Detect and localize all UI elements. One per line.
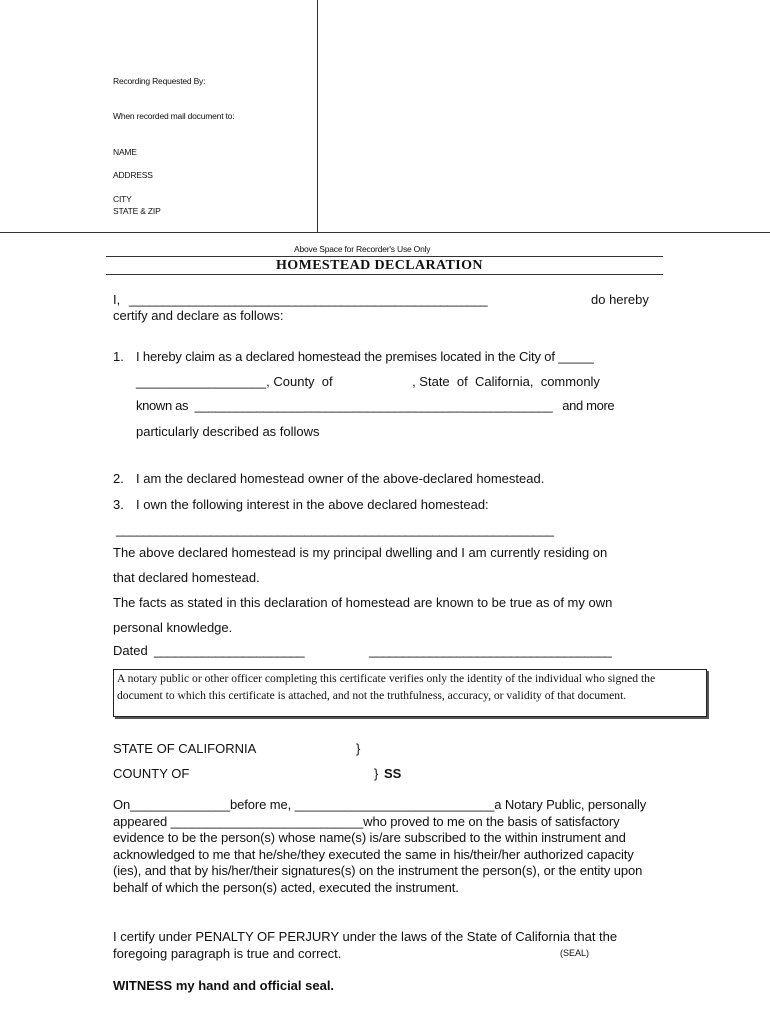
declarant-name-blank[interactable]: ______________________________________________________: [129, 292, 488, 307]
address-label: ADDRESS: [113, 170, 153, 180]
intro-i: I,: [113, 292, 121, 307]
document-title: HOMESTEAD DECLARATION: [276, 258, 483, 273]
item3-text: I own the following interest in the above declared homestead:: [136, 497, 489, 512]
intro-certify: certify and declare as follows:: [113, 308, 284, 323]
dwelling-line2: that declared homestead.: [113, 570, 260, 585]
signature-blank[interactable]: ____________________________________: [369, 643, 612, 658]
item2-text: I am the declared homestead owner of the above-declared homestead.: [136, 471, 545, 486]
notary-notice-text: A notary public or other officer completing this certificate verifies only the identity of the individual who signed the document to which this certificate is attached, and not the truthfulness, accuracy, or validity of that document.: [117, 672, 656, 702]
venue-brace-1: }: [356, 741, 361, 756]
notary-notice-box: [113, 669, 707, 717]
seal-label: (SEAL): [560, 948, 590, 958]
title-rule: [106, 274, 663, 275]
venue-ss: SS: [384, 766, 402, 781]
item3-number: 3.: [113, 497, 124, 512]
item1-line4: particularly described as follows: [136, 424, 320, 439]
venue-brace-2: }: [374, 766, 379, 781]
mail-to-label: When recorded mail document to:: [113, 111, 235, 121]
state-zip-label: STATE & ZIP: [113, 206, 161, 216]
name-label: NAME: [113, 147, 137, 157]
perjury-line2: foregoing paragraph is true and correct.: [113, 946, 342, 961]
interest-blank[interactable]: _________________________________________________________________: [116, 522, 554, 537]
item2-number: 2.: [113, 471, 124, 486]
recorder-use-label: Above Space for Recorder's Use Only: [294, 244, 431, 254]
intro-do-hereby: do hereby: [591, 292, 649, 307]
item1-number: 1.: [113, 349, 124, 364]
city-label: CITY: [113, 194, 132, 204]
venue-state: STATE OF CALIFORNIA: [113, 741, 257, 756]
item1-line2: __________________, County of , State of California, commonly: [136, 374, 600, 389]
dated-label: Dated: [113, 643, 148, 658]
item1-line1: I hereby claim as a declared homestead the premises located in the City of _____: [136, 349, 594, 364]
facts-line2: personal knowledge.: [113, 620, 233, 635]
dwelling-line1: The above declared homestead is my principal dwelling and I am currently residing on: [113, 545, 608, 560]
acknowledgment-paragraph: On______________before me, ____________________________a Notary Public, personally appeared ___________________________who proved to me on the basis of satisfactory evidence to be the person(s) whose name(s) is/are subscribed to the within instrument and acknowledged to me that he/she/they executed the same in his/their/her authorized capacity (ies), and that by his/her/their signatures(s) on the instrument the person(s), or the entity upon behalf of which the person(s) acted, executed the instrument.: [113, 797, 647, 895]
witness-line: WITNESS my hand and official seal.: [113, 978, 335, 993]
perjury-line1: I certify under PENALTY OF PERJURY under the laws of the State of California that the: [113, 929, 618, 944]
recording-requested-by-label: Recording Requested By:: [113, 76, 206, 86]
recorder-use-rule: [106, 256, 663, 257]
venue-county: COUNTY OF: [113, 766, 190, 781]
recorder-box-bottom-rule: [0, 232, 770, 233]
dated-blank[interactable]: ______________________: [154, 643, 305, 658]
recorder-box-divider: [317, 0, 318, 232]
item1-line3: known as ____________________________________________________ and more: [136, 398, 615, 413]
facts-line1: The facts as stated in this declaration of homestead are known to be true as of my own: [113, 595, 613, 610]
